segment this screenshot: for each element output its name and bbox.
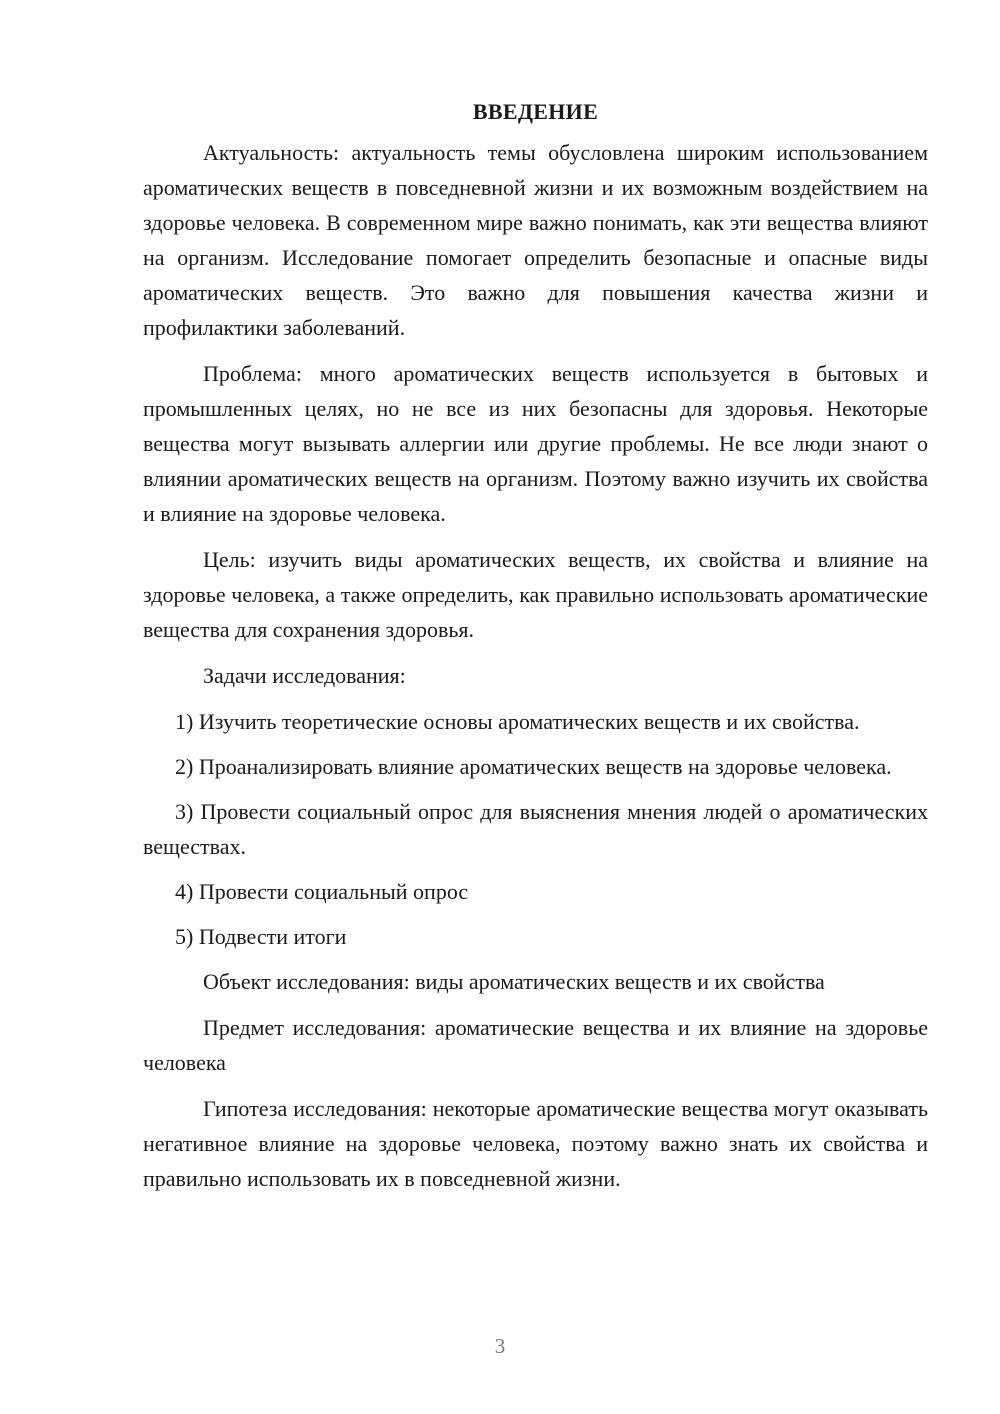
paragraph-problem: Проблема: много ароматических веществ используется в бытовых и промышленных целях, но не все из них безопасны для здоровья. Некоторые вещества могут вызывать аллергии или другие проблемы. Не все люди знают о влиянии ароматических веществ на организм. Поэтому важно изучить их свойства и влияние на здоровье человека.: [143, 361, 928, 526]
section-title: ВВЕДЕНИЕ: [472, 99, 599, 124]
paragraph-object: Объект исследования: виды ароматических веществ и их свойства: [203, 969, 825, 994]
paragraph-hypothesis: Гипотеза исследования: некоторые ароматические вещества могут оказывать негативное влияние на здоровье человека, поэтому важно знать их свойства и правильно использовать их в повседневной жизни.: [143, 1096, 928, 1191]
page-number: 3: [494, 1334, 506, 1358]
task-item-3: 3) Провести социальный опрос для выяснения мнения людей о ароматических веществах.: [143, 799, 928, 859]
task-item-2: 2) Проанализировать влияние ароматических веществ на здоровье человека.: [175, 754, 892, 779]
page-content: [143, 94, 928, 1207]
task-item-5: 5) Подвести итоги: [175, 924, 347, 949]
paragraph-subject: Предмет исследования: ароматические вещества и их влияние на здоровье человека: [143, 1015, 928, 1075]
task-item-1: 1) Изучить теоретические основы ароматических веществ и их свойства.: [175, 709, 860, 734]
paragraph-relevance: Актуальность: актуальность темы обусловлена широким использованием ароматических веществ в повседневной жизни и их возможным воздействием на здоровье человека. В современном мире важно понимать, как эти вещества влияют на организм. Исследование помогает определить безопасные и опасные виды ароматических веществ. Это важно для повышения качества жизни и профилактики заболеваний.: [143, 140, 928, 340]
task-item-4: 4) Провести социальный опрос: [175, 879, 469, 904]
paragraph-tasks-heading: Задачи исследования:: [203, 663, 406, 688]
paragraph-goal: Цель: изучить виды ароматических веществ, их свойства и влияние на здоровье человека, а также определить, как правильно использовать ароматические вещества для сохранения здоровья.: [143, 547, 928, 642]
